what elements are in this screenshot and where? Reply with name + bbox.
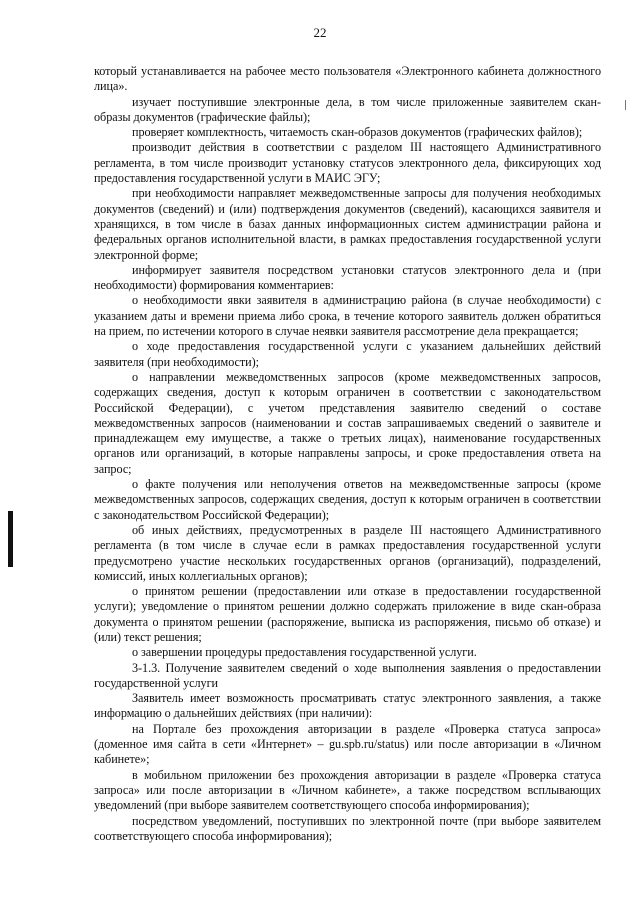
paragraph-applicant-can-view-status: Заявитель имеет возможность просматривать статус электронного заявления, а также информацию о дальнейших действиях (при наличии): xyxy=(94,691,601,721)
paragraph-mobile-app-status: в мобильном приложении без прохождения авторизации в разделе «Проверка статуса запроса» или после авторизации в «Личном кабинете», а также посредством всплывающих уведомлений (при выборе заявителем соответствующего способа информирования); xyxy=(94,767,601,813)
paragraph-portal-status: на Портале без прохождения авторизации в разделе «Проверка статуса запроса» (доменное имя сайта в сети «Интернет» – gu.spb.ru/status) или после авторизации в «Личном кабинете»; xyxy=(94,721,601,767)
paragraph-study-electronic-cases: изучает поступившие электронные дела, в том числе приложенные заявителем скан-образы документов (графические файлы); xyxy=(94,94,601,124)
paragraph-responses-received: о факте получения или неполучения ответов на межведомственные запросы (кроме межведомственных запросов, содержащих сведения, доступ к которым ограничен в соответствии с законодательством Российской Федерации); xyxy=(94,477,601,522)
paragraph-decision-made: о принятом решении (предоставлении или отказе в предоставлении государственной услуги); уведомление о принятом решении должно содержать приложение в виде скан-образа документа о принятом решении (распоряжение, выписка из распоряжения, письмо об отказе) и (или) текст решения; xyxy=(94,584,601,644)
paragraph-appearance-required: о необходимости явки заявителя в администрацию района (в случае необходимости) с указанием даты и времени приема либо срока, в течение которого заявитель должен обратиться на прием, по истечении которого в случае неявки заявителя рассмотрение дела прекращается; xyxy=(94,293,601,339)
paragraph-interdepartmental-requests: при необходимости направляет межведомственные запросы для получения необходимых документов (сведений) и (или) подтверждения документов (сведений), касающихся заявителя и хранящихся, в том числе в базах данных информационных систем администрации района и федеральных органов исполнительной власти, в рамках предоставления государственной услуги электронной форме; xyxy=(94,186,601,262)
document-body xyxy=(94,64,601,844)
paragraph-requests-sent: о направлении межведомственных запросов (кроме межведомственных запросов, содержащих сведения, доступ к которым ограничен в соответствии с законодательством Российской Федерации), с учетом представления заявителю сведений о составе межведомственных запросов (наименовании и состав запрашиваемых сведений о заявителе и принадлежащем ему имуществе, а также о третьих лицах), наименование государственных органов или организаций, в которые направлены запросы, и сроке предоставления ответа на запрос; xyxy=(94,369,601,476)
paragraph-inform-applicant: информирует заявителя посредством установки статусов электронного дела и (при необходимости) формирования комментариев: xyxy=(94,262,601,293)
paragraph-check-completeness: проверяет комплектность, читаемость скан-образов документов (графических файлов); xyxy=(132,125,583,140)
paragraph-continuation: который устанавливается на рабочее место пользователя «Электронного кабинета должностного лица». xyxy=(94,64,601,94)
section-heading-3-1-3: 3-1.3. Получение заявителем сведений о ходе выполнения заявления о предоставлении государственной услуги xyxy=(94,660,601,690)
paragraph-procedure-complete: о завершении процедуры предоставления государственной услуги. xyxy=(132,645,477,660)
page-number: 22 xyxy=(313,25,327,40)
paragraph-email-notifications: посредством уведомлений, поступивших по электронной почте (при выборе заявителем соответствующего способа информирования); xyxy=(94,813,601,843)
scan-margin-mark xyxy=(8,511,13,567)
paragraph-perform-actions: производит действия в соответствии с разделом III настоящего Административного регламента, в том числе производит установку статусов электронного дела, фиксирующих ход предоставления государственной услуги в МАИС ЭГУ; xyxy=(94,140,601,186)
paragraph-other-actions: об иных действиях, предусмотренных в разделе III настоящего Административного регламента (в том числе в случае если в рамках предоставления государственной услуги предусмотрено участие нескольких государственных органов (организаций), подразделений, комиссий, иных коллегиальных органов); xyxy=(94,522,601,583)
paragraph-service-progress: о ходе предоставления государственной услуги с указанием дальнейших действий заявителя (при необходимости); xyxy=(94,339,601,369)
scan-edge-mark xyxy=(625,100,626,110)
